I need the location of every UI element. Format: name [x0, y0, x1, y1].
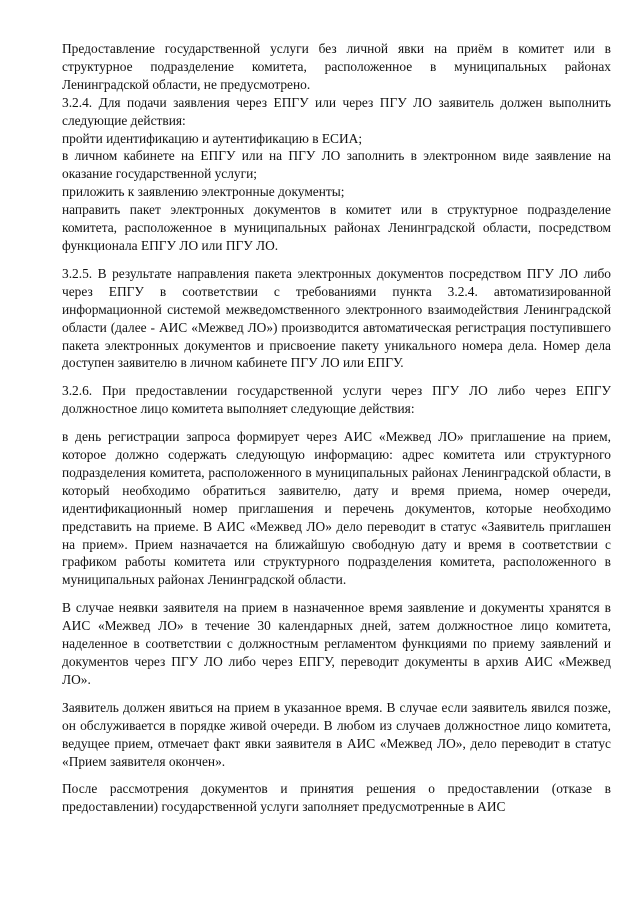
paragraph-invitation: в день регистрации запроса формирует через АИС «Межвед ЛО» приглашение на прием, которое должно содержать следующую информацию: адрес комитета или структурного подразделения комитета, расположенного в муниципальных районах Ленинградской области, в который необходимо обратиться заявителю, дату и время приема, номер очереди, идентификационный номер приглашения и перечень документов, которые необходимо представить на приеме. В АИС «Межвед ЛО» дело переводит в статус «Заявитель приглашен на прием». Прием назначается на ближайшую свободную дату и время в соответствии с графиком работы комитета или структурного подразделения комитета, расположенного в муниципальных районах Ленинградской области. — [62, 429, 611, 588]
document-page — [62, 40, 611, 816]
list-item-attach-documents: приложить к заявлению электронные документы; — [62, 184, 345, 200]
list-item-identification: пройти идентификацию и аутентификацию в ЕСИА; — [62, 130, 363, 146]
paragraph-no-show: В случае неявки заявителя на прием в назначенное время заявление и документы хранятся в АИС «Межвед ЛО» в течение 30 календарных дней, затем должностное лицо комитета, наделенное в соответствии с должностным регламентом функциями по приему заявлений и документов через ПГУ ЛО либо через ЕПГУ, переводит документы в архив АИС «Межвед ЛО». — [62, 600, 611, 687]
paragraph-3-2-4: 3.2.4. Для подачи заявления через ЕПГУ или через ПГУ ЛО заявитель должен выполнить следующие действия: — [62, 94, 611, 128]
paragraph-3-2-6: 3.2.6. При предоставлении государственной услуги через ПГУ ЛО либо через ЕПГУ должностное лицо комитета выполняет следующие действия: — [62, 383, 611, 417]
paragraph-3-2-5: 3.2.5. В результате направления пакета электронных документов посредством ПГУ ЛО либо через ЕПГУ в соответствии с требованиями пункта 3.2.4. автоматизированной информационной системой межведомственного электронного взаимодействия Ленинградской области (далее - АИС «Межвед ЛО») производится автоматическая регистрация поступившего пакета электронных документов и присвоение пакету уникального номера дела. Номер дела доступен заявителю в личном кабинете ПГУ ЛО или ЕПГУ. — [62, 265, 611, 371]
list-item-send-package: направить пакет электронных документов в комитет или в структурное подразделение комитета, расположенное в муниципальных районах Ленинградской области, посредством функционала ЕПГУ ЛО или ПГУ ЛО. — [62, 202, 611, 253]
paragraph-after-review: После рассмотрения документов и принятия решения о предоставлении (отказе в предоставлении) государственной услуги заполняет предусмотренные в АИС — [62, 781, 611, 815]
paragraph-no-personal-visit: Предоставление государственной услуги без личной явки на приём в комитет или в структурное подразделение комитета, расположенное в муниципальных районах Ленинградской области, не предусмотрено. — [62, 41, 611, 92]
paragraph-arrival: Заявитель должен явиться на прием в указанное время. В случае если заявитель явился позже, он обслуживается в порядке живой очереди. В любом из случаев должностное лицо комитета, ведущее прием, отмечает факт явки заявителя в АИС «Межвед ЛО», дело переводит в статус «Прием заявителя окончен». — [62, 699, 611, 769]
list-item-fill-application: в личном кабинете на ЕПГУ или на ПГУ ЛО заполнить в электронном виде заявление на оказание государственной услуги; — [62, 148, 611, 182]
